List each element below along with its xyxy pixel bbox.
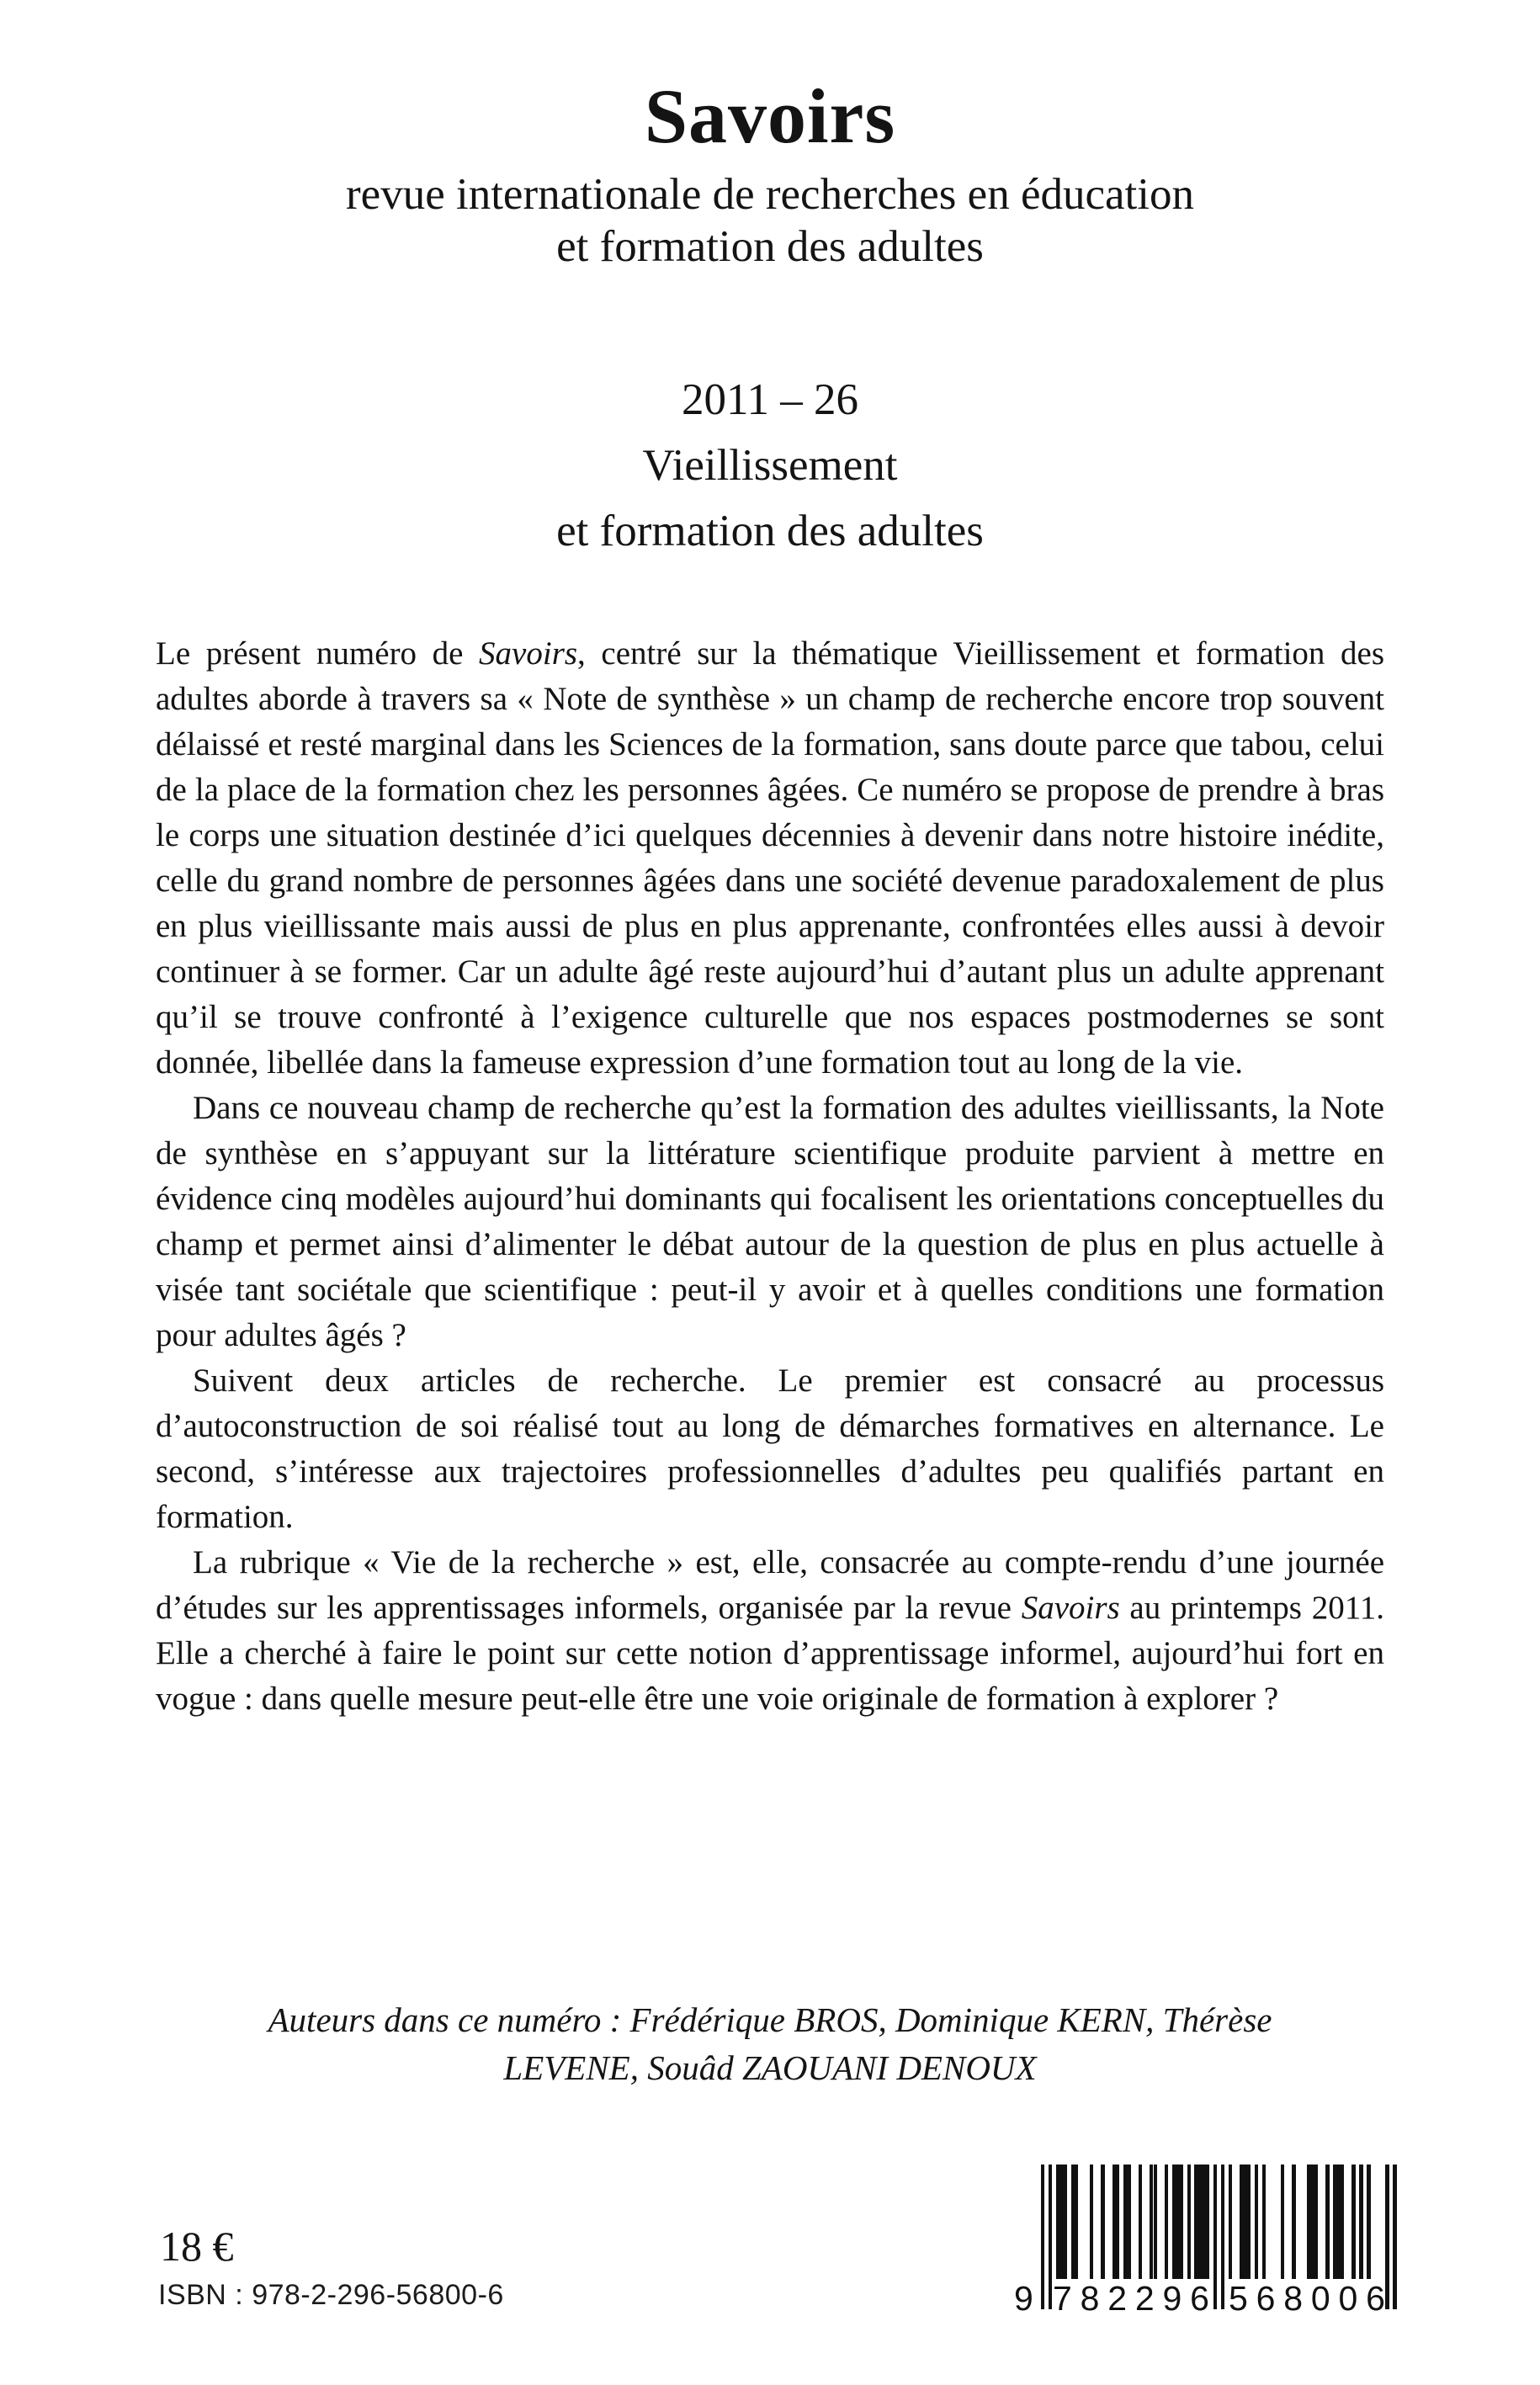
paragraph-text: au printemps 2011. Elle a cherché à faire le point sur cette notion d’apprentissage informel, aujourd’hui fort en vogue : dans quelle mesure peut-elle être une voie originale de formation à explorer ?	[156, 1590, 1384, 1717]
presentation-text	[156, 631, 1384, 1722]
authors-line2: LEVENE, Souâd ZAOUANI DENOUX	[503, 2048, 1037, 2087]
barcode-bar	[1255, 2165, 1258, 2279]
barcode-bar	[1229, 2165, 1232, 2279]
paragraph-text: , centré sur la thématique Vieillissement et formation des adultes aborde à travers sa « Note de synthèse » un champ de recherche encore trop souvent délaissé et resté marginal dans les Sciences de la formation, sans doute parce que tabou, celui de la place de la formation chez les personnes âgées. Ce numéro se propose de prendre à bras le corps une situation destinée d’ici quelques décennies à devenir dans notre histoire inédite, celle du grand nombre de personnes âgées dans une société devenue paradoxalement de plus en plus vieillissante mais aussi de plus en plus apprenante, confrontées elles aussi à devoir continuer à se former. Car un adulte âgé reste aujourd’hui d’autant plus un adulte apprenant qu’il se trouve confronté à l’exigence culturelle que nos espaces postmodernes se sont donnée, libellée dans la fameuse expression d’une formation tout au long de la vie.	[156, 635, 1384, 1081]
barcode-bar	[1165, 2165, 1168, 2279]
synthesis-paragraph: Dans ce nouveau champ de recherche qu’est la formation des adultes vieillissants, la Note de synthèse en s’appuyant sur la littérature scientifique produite parvient à mettre en évidence cinq modèles aujourd’hui dominants qui focalisent les orientations conceptuelles du champ et permet ainsi d’alimenter le débat autour de la question de plus en plus actuelle à visée tant sociétale que scientifique : peut-il y avoir et à quelles conditions une formation pour adultes âgés ?	[156, 1090, 1384, 1353]
price-label: 18 €	[160, 2223, 234, 2270]
journal-subtitle-line1: revue internationale de recherches en éducation	[346, 170, 1194, 219]
barcode-bar	[1180, 2165, 1183, 2279]
authors-block	[156, 1996, 1384, 2092]
barcode-bar	[1262, 2165, 1266, 2279]
barcode-bar	[1139, 2165, 1142, 2279]
barcode-number	[1014, 2277, 1397, 2321]
barcode-bar	[1359, 2165, 1362, 2279]
barcode-bar	[1341, 2165, 1344, 2279]
intro-paragraph	[156, 631, 1384, 1086]
ean13-barcode	[1014, 2165, 1397, 2321]
barcode-bar	[1314, 2165, 1318, 2279]
paragraph-text: Le présent numéro de	[156, 635, 480, 672]
journal-name-italic: Savoirs	[1021, 1590, 1120, 1626]
barcode-bar	[1064, 2165, 1067, 2279]
issue-theme-line1: Vieillissement	[642, 441, 898, 490]
barcode-bar	[1292, 2165, 1295, 2279]
journal-name-italic: Savoirs	[479, 635, 578, 672]
articles-paragraph: Suivent deux articles de recherche. Le premier est consacré au processus d’autoconstruction de soi réalisé tout au long de démarches formatives en alternance. Le second, s’intéresse aux trajectoires professionnelles d’adultes peu qualifiés partant en formation.	[156, 1362, 1384, 1535]
issue-theme-line2: et formation des adultes	[556, 507, 984, 555]
journal-subtitle	[0, 168, 1540, 273]
barcode-bar	[1101, 2165, 1104, 2279]
issue-block	[0, 367, 1540, 564]
rubric-paragraph	[156, 1540, 1384, 1722]
authors-line1: Auteurs dans ce numéro : Frédérique BROS, Dominique KERN, Thérèse	[268, 2000, 1272, 2039]
barcode-bar	[1075, 2165, 1078, 2279]
barcode-bar	[1281, 2165, 1284, 2279]
barcode-digits-left: 7 8 2 2 9 6	[1053, 2279, 1209, 2318]
cover-header	[0, 73, 1540, 273]
paragraph-text: La rubrique « Vie de la recherche » est, elle, consacrée au compte-rendu d’une journée d’études sur les apprentissages informels, organisée par la revue	[156, 1544, 1384, 1626]
barcode-digit-first: 9	[1014, 2279, 1033, 2318]
barcode-bar	[1187, 2165, 1191, 2279]
barcode-bar	[1351, 2165, 1355, 2279]
journal-title: Savoirs	[644, 73, 896, 159]
issue-year-number: 2011 – 26	[681, 375, 859, 424]
barcode-bar	[1154, 2165, 1157, 2279]
barcode-bar	[1206, 2165, 1209, 2279]
barcode-bar	[1127, 2165, 1130, 2279]
barcode-bar	[1090, 2165, 1093, 2279]
barcode-bar	[1325, 2165, 1329, 2279]
barcode-bar	[1116, 2165, 1119, 2279]
barcode-digits-right: 5 6 8 0 0 6	[1229, 2279, 1385, 2318]
journal-subtitle-line2: et formation des adultes	[556, 222, 984, 271]
barcode-bar	[1247, 2165, 1251, 2279]
barcode-bar	[1367, 2165, 1370, 2279]
isbn-label: ISBN : 978-2-296-56800-6	[158, 2279, 504, 2311]
